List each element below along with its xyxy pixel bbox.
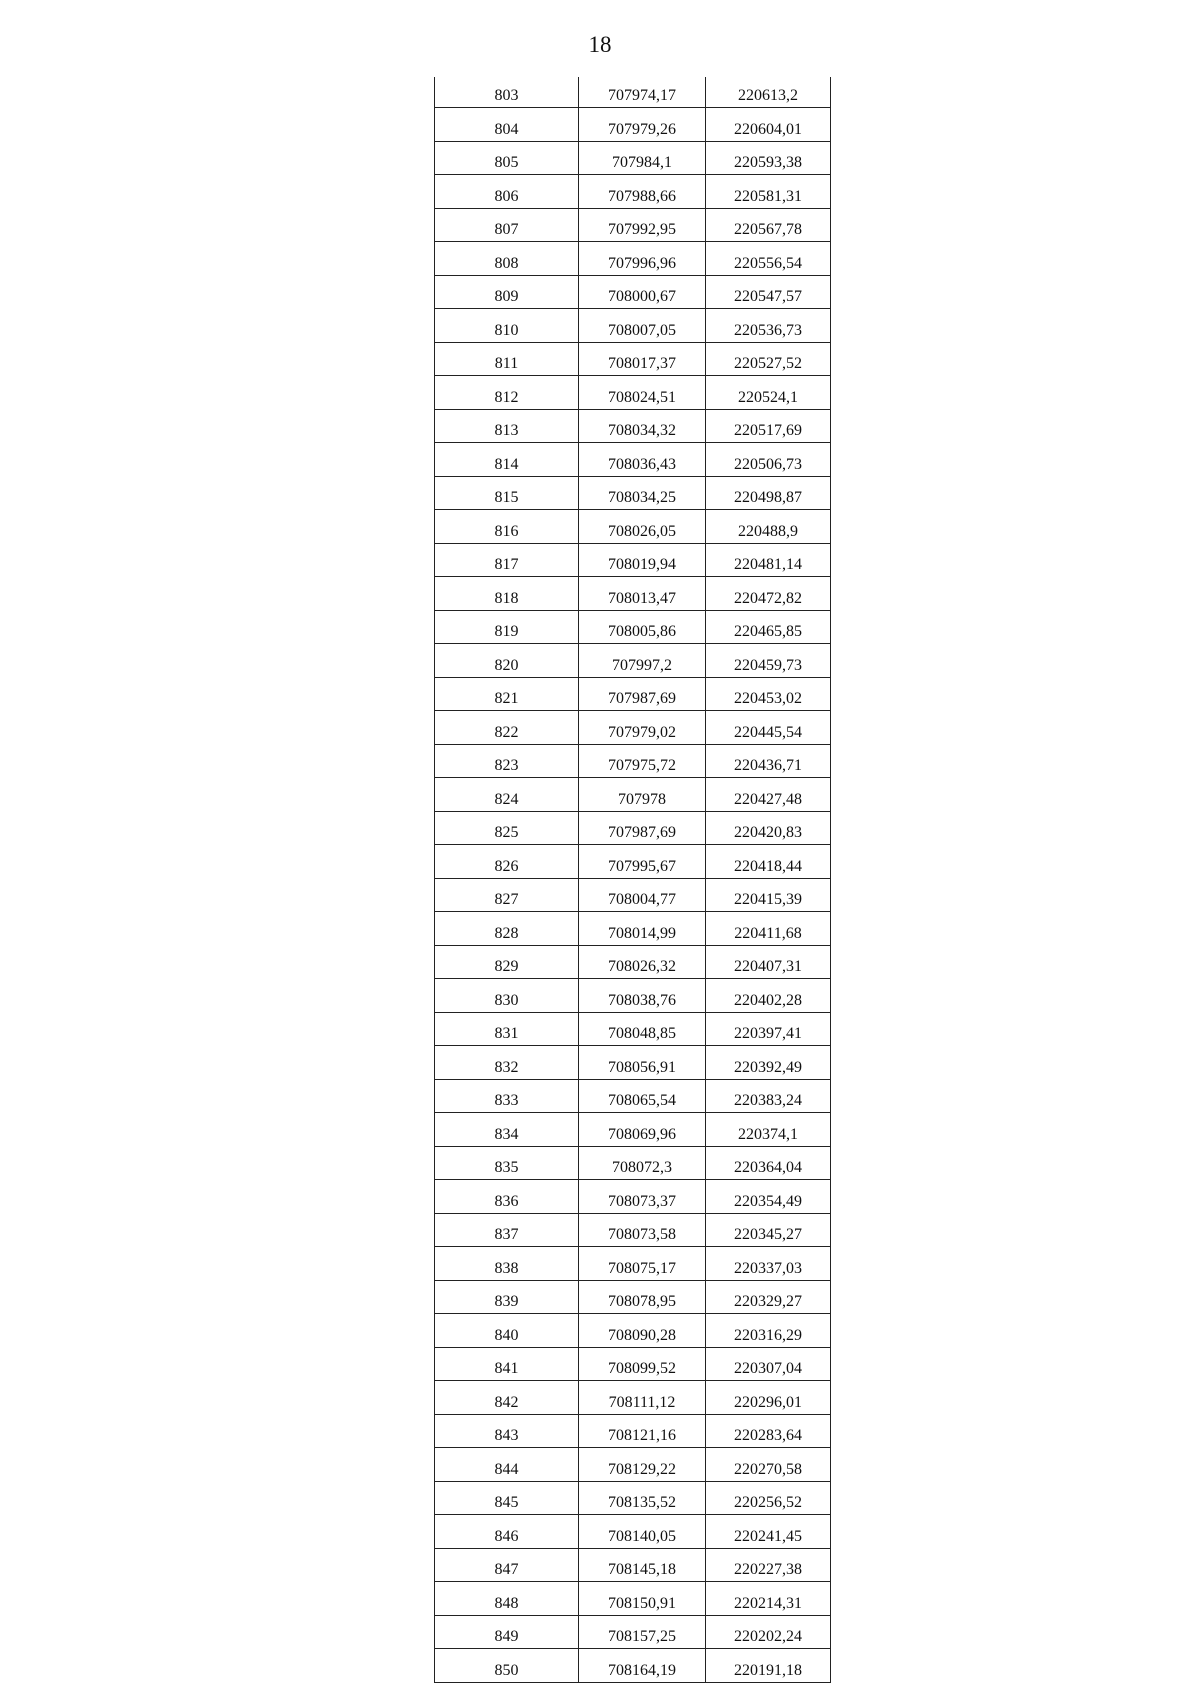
x-coordinate-cell: 708164,19 (579, 1649, 706, 1683)
y-coordinate-cell: 220214,31 (706, 1582, 831, 1616)
y-coordinate-cell: 220329,27 (706, 1280, 831, 1314)
x-coordinate-cell: 707975,72 (579, 744, 706, 778)
point-number-cell: 829 (435, 945, 579, 979)
x-coordinate-cell: 707978 (579, 778, 706, 812)
point-number-cell: 849 (435, 1615, 579, 1649)
point-number-cell: 808 (435, 242, 579, 276)
x-coordinate-cell: 708065,54 (579, 1079, 706, 1113)
y-coordinate-cell: 220524,1 (706, 376, 831, 410)
table-row (435, 711, 831, 745)
y-coordinate-cell: 220316,29 (706, 1314, 831, 1348)
point-number-cell: 806 (435, 175, 579, 209)
table-row (435, 912, 831, 946)
x-coordinate-cell: 708056,91 (579, 1046, 706, 1080)
x-coordinate-cell: 708005,86 (579, 610, 706, 644)
table-row (435, 1582, 831, 1616)
point-number-cell: 832 (435, 1046, 579, 1080)
table-row (435, 1247, 831, 1281)
table-row (435, 610, 831, 644)
x-coordinate-cell: 708026,05 (579, 510, 706, 544)
x-coordinate-cell: 707979,26 (579, 108, 706, 142)
point-number-cell: 814 (435, 443, 579, 477)
y-coordinate-cell: 220453,02 (706, 677, 831, 711)
x-coordinate-cell: 708048,85 (579, 1012, 706, 1046)
table-row (435, 1381, 831, 1415)
table-row (435, 744, 831, 778)
point-number-cell: 828 (435, 912, 579, 946)
table-row (435, 1180, 831, 1214)
table-row (435, 376, 831, 410)
point-number-cell: 827 (435, 878, 579, 912)
y-coordinate-cell: 220604,01 (706, 108, 831, 142)
y-coordinate-cell: 220392,49 (706, 1046, 831, 1080)
point-number-cell: 822 (435, 711, 579, 745)
y-coordinate-cell: 220337,03 (706, 1247, 831, 1281)
x-coordinate-cell: 708013,47 (579, 577, 706, 611)
table-row (435, 979, 831, 1013)
y-coordinate-cell: 220481,14 (706, 543, 831, 577)
y-coordinate-cell: 220227,38 (706, 1548, 831, 1582)
table-row (435, 1548, 831, 1582)
coordinates-table-body (435, 77, 831, 1682)
y-coordinate-cell: 220307,04 (706, 1347, 831, 1381)
y-coordinate-cell: 220445,54 (706, 711, 831, 745)
point-number-cell: 841 (435, 1347, 579, 1381)
point-number-cell: 839 (435, 1280, 579, 1314)
x-coordinate-cell: 708150,91 (579, 1582, 706, 1616)
y-coordinate-cell: 220191,18 (706, 1649, 831, 1683)
x-coordinate-cell: 707988,66 (579, 175, 706, 209)
point-number-cell: 836 (435, 1180, 579, 1214)
y-coordinate-cell: 220472,82 (706, 577, 831, 611)
x-coordinate-cell: 708129,22 (579, 1448, 706, 1482)
table-row (435, 1046, 831, 1080)
y-coordinate-cell: 220241,45 (706, 1515, 831, 1549)
x-coordinate-cell: 707987,69 (579, 677, 706, 711)
point-number-cell: 846 (435, 1515, 579, 1549)
point-number-cell: 844 (435, 1448, 579, 1482)
table-row (435, 845, 831, 879)
table-row (435, 644, 831, 678)
table-row (435, 577, 831, 611)
page-number: 18 (588, 32, 612, 57)
y-coordinate-cell: 220547,57 (706, 275, 831, 309)
point-number-cell: 805 (435, 141, 579, 175)
table-row (435, 1079, 831, 1113)
point-number-cell: 826 (435, 845, 579, 879)
point-number-cell: 820 (435, 644, 579, 678)
y-coordinate-cell: 220345,27 (706, 1213, 831, 1247)
point-number-cell: 850 (435, 1649, 579, 1683)
point-number-cell: 817 (435, 543, 579, 577)
table-row (435, 878, 831, 912)
y-coordinate-cell: 220581,31 (706, 175, 831, 209)
table-row (435, 510, 831, 544)
table-row (435, 141, 831, 175)
y-coordinate-cell: 220613,2 (706, 77, 831, 108)
table-row (435, 1649, 831, 1683)
x-coordinate-cell: 708038,76 (579, 979, 706, 1013)
y-coordinate-cell: 220536,73 (706, 309, 831, 343)
point-number-cell: 838 (435, 1247, 579, 1281)
table-row (435, 1146, 831, 1180)
y-coordinate-cell: 220202,24 (706, 1615, 831, 1649)
point-number-cell: 843 (435, 1414, 579, 1448)
point-number-cell: 804 (435, 108, 579, 142)
x-coordinate-cell: 708007,05 (579, 309, 706, 343)
y-coordinate-cell: 220364,04 (706, 1146, 831, 1180)
point-number-cell: 807 (435, 208, 579, 242)
y-coordinate-cell: 220354,49 (706, 1180, 831, 1214)
point-number-cell: 824 (435, 778, 579, 812)
y-coordinate-cell: 220407,31 (706, 945, 831, 979)
x-coordinate-cell: 708135,52 (579, 1481, 706, 1515)
coordinates-table (434, 77, 831, 1683)
x-coordinate-cell: 708034,32 (579, 409, 706, 443)
x-coordinate-cell: 708036,43 (579, 443, 706, 477)
table-row (435, 1012, 831, 1046)
point-number-cell: 821 (435, 677, 579, 711)
point-number-cell: 834 (435, 1113, 579, 1147)
table-row (435, 677, 831, 711)
x-coordinate-cell: 708157,25 (579, 1615, 706, 1649)
table-row (435, 342, 831, 376)
x-coordinate-cell: 708034,25 (579, 476, 706, 510)
point-number-cell: 811 (435, 342, 579, 376)
y-coordinate-cell: 220498,87 (706, 476, 831, 510)
y-coordinate-cell: 220374,1 (706, 1113, 831, 1147)
point-number-cell: 818 (435, 577, 579, 611)
point-number-cell: 837 (435, 1213, 579, 1247)
point-number-cell: 819 (435, 610, 579, 644)
table-row (435, 1314, 831, 1348)
table-row (435, 778, 831, 812)
table-row (435, 409, 831, 443)
point-number-cell: 813 (435, 409, 579, 443)
table-row (435, 1448, 831, 1482)
table-row (435, 811, 831, 845)
x-coordinate-cell: 708024,51 (579, 376, 706, 410)
x-coordinate-cell: 708140,05 (579, 1515, 706, 1549)
point-number-cell: 810 (435, 309, 579, 343)
point-number-cell: 848 (435, 1582, 579, 1616)
y-coordinate-cell: 220283,64 (706, 1414, 831, 1448)
table-row (435, 1280, 831, 1314)
point-number-cell: 809 (435, 275, 579, 309)
point-number-cell: 840 (435, 1314, 579, 1348)
x-coordinate-cell: 708121,16 (579, 1414, 706, 1448)
y-coordinate-cell: 220427,48 (706, 778, 831, 812)
x-coordinate-cell: 707992,95 (579, 208, 706, 242)
x-coordinate-cell: 707997,2 (579, 644, 706, 678)
x-coordinate-cell: 708004,77 (579, 878, 706, 912)
x-coordinate-cell: 707987,69 (579, 811, 706, 845)
x-coordinate-cell: 708072,3 (579, 1146, 706, 1180)
x-coordinate-cell: 707995,67 (579, 845, 706, 879)
point-number-cell: 830 (435, 979, 579, 1013)
x-coordinate-cell: 708019,94 (579, 543, 706, 577)
table-row (435, 108, 831, 142)
y-coordinate-cell: 220459,73 (706, 644, 831, 678)
point-number-cell: 842 (435, 1381, 579, 1415)
table-row (435, 1515, 831, 1549)
y-coordinate-cell: 220488,9 (706, 510, 831, 544)
x-coordinate-cell: 708073,58 (579, 1213, 706, 1247)
x-coordinate-cell: 708000,67 (579, 275, 706, 309)
x-coordinate-cell: 708014,99 (579, 912, 706, 946)
x-coordinate-cell: 707984,1 (579, 141, 706, 175)
y-coordinate-cell: 220411,68 (706, 912, 831, 946)
table-row (435, 242, 831, 276)
table-row (435, 77, 831, 108)
y-coordinate-cell: 220436,71 (706, 744, 831, 778)
table-row (435, 945, 831, 979)
y-coordinate-cell: 220556,54 (706, 242, 831, 276)
table-row (435, 476, 831, 510)
x-coordinate-cell: 708017,37 (579, 342, 706, 376)
table-row (435, 1615, 831, 1649)
point-number-cell: 833 (435, 1079, 579, 1113)
x-coordinate-cell: 707979,02 (579, 711, 706, 745)
y-coordinate-cell: 220270,58 (706, 1448, 831, 1482)
table-row (435, 309, 831, 343)
x-coordinate-cell: 708078,95 (579, 1280, 706, 1314)
point-number-cell: 815 (435, 476, 579, 510)
y-coordinate-cell: 220593,38 (706, 141, 831, 175)
y-coordinate-cell: 220383,24 (706, 1079, 831, 1113)
y-coordinate-cell: 220527,52 (706, 342, 831, 376)
table-row (435, 1213, 831, 1247)
y-coordinate-cell: 220296,01 (706, 1381, 831, 1415)
y-coordinate-cell: 220567,78 (706, 208, 831, 242)
y-coordinate-cell: 220397,41 (706, 1012, 831, 1046)
point-number-cell: 825 (435, 811, 579, 845)
point-number-cell: 812 (435, 376, 579, 410)
x-coordinate-cell: 708111,12 (579, 1381, 706, 1415)
table-row (435, 1113, 831, 1147)
table-row (435, 1347, 831, 1381)
table-row (435, 1481, 831, 1515)
y-coordinate-cell: 220465,85 (706, 610, 831, 644)
y-coordinate-cell: 220420,83 (706, 811, 831, 845)
y-coordinate-cell: 220415,39 (706, 878, 831, 912)
point-number-cell: 845 (435, 1481, 579, 1515)
y-coordinate-cell: 220506,73 (706, 443, 831, 477)
table-row (435, 175, 831, 209)
point-number-cell: 835 (435, 1146, 579, 1180)
point-number-cell: 803 (435, 77, 579, 108)
table-row (435, 443, 831, 477)
table-row (435, 208, 831, 242)
table-row (435, 543, 831, 577)
x-coordinate-cell: 707996,96 (579, 242, 706, 276)
point-number-cell: 831 (435, 1012, 579, 1046)
y-coordinate-cell: 220402,28 (706, 979, 831, 1013)
x-coordinate-cell: 708069,96 (579, 1113, 706, 1147)
x-coordinate-cell: 708026,32 (579, 945, 706, 979)
table-row (435, 1414, 831, 1448)
point-number-cell: 816 (435, 510, 579, 544)
y-coordinate-cell: 220418,44 (706, 845, 831, 879)
x-coordinate-cell: 708073,37 (579, 1180, 706, 1214)
x-coordinate-cell: 708075,17 (579, 1247, 706, 1281)
point-number-cell: 823 (435, 744, 579, 778)
x-coordinate-cell: 708145,18 (579, 1548, 706, 1582)
y-coordinate-cell: 220256,52 (706, 1481, 831, 1515)
x-coordinate-cell: 707974,17 (579, 77, 706, 108)
x-coordinate-cell: 708099,52 (579, 1347, 706, 1381)
y-coordinate-cell: 220517,69 (706, 409, 831, 443)
table-row (435, 275, 831, 309)
x-coordinate-cell: 708090,28 (579, 1314, 706, 1348)
point-number-cell: 847 (435, 1548, 579, 1582)
